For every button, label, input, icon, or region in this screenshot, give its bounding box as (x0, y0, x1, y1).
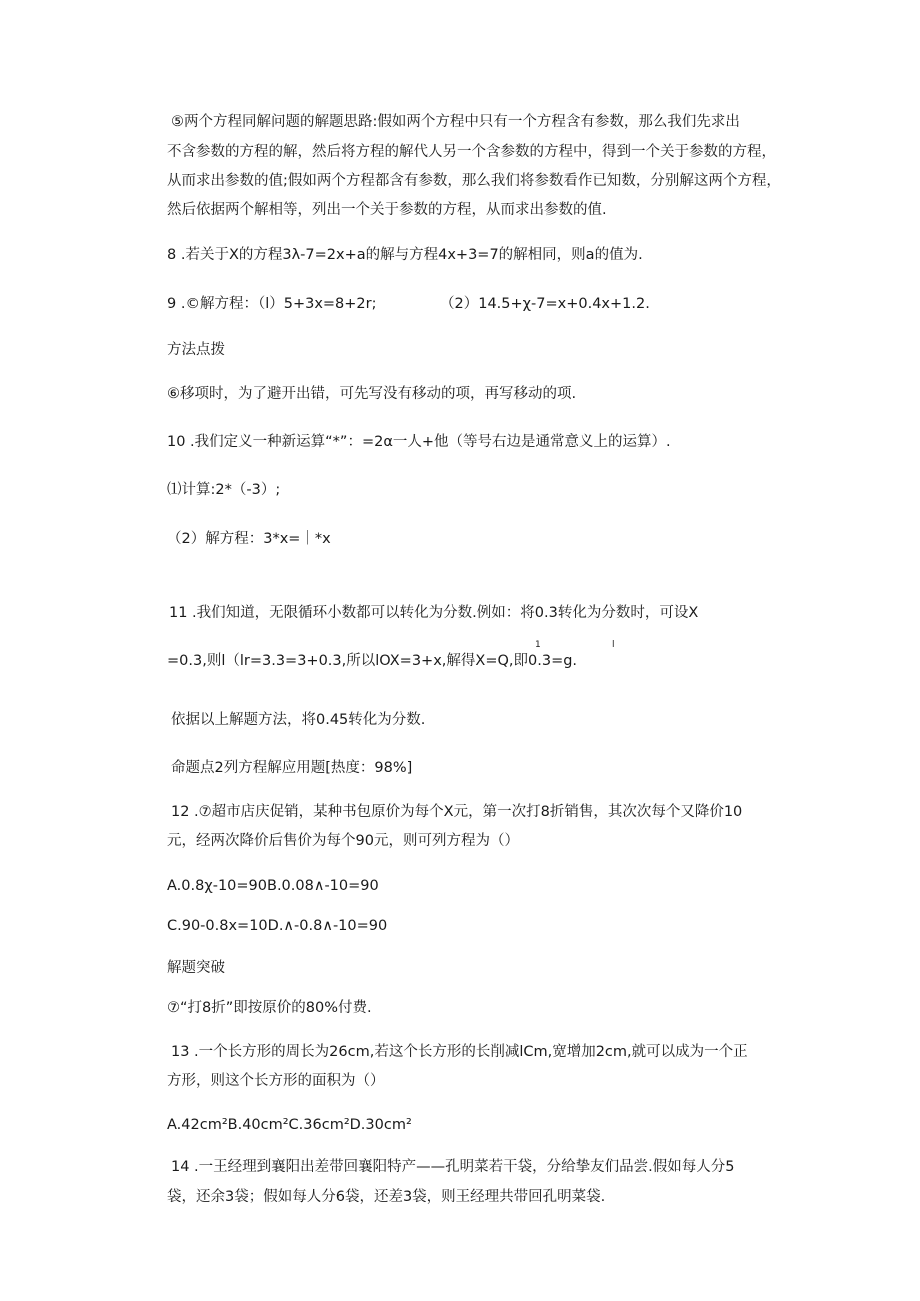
question-13-options: A.42cm²B.40cm²C.36cm²D.30cm² (167, 1117, 412, 1133)
question-9-part1: 9 .©解方程：（l）5+3x=8+2r; (167, 296, 377, 312)
question-11-task: 依据以上解题方法，将0.45转化为分数. (171, 712, 426, 728)
method-title: 方法点拨 (167, 342, 225, 358)
question-12-line1: 12 .⑦超市店庆促销，某种书包原价为每个X元，第一次打8折销售，其次次每个又降价10 (171, 804, 743, 820)
question-13-line2: 方形，则这个长方形的面积为（） (167, 1073, 385, 1089)
question-11-superscript-2: l (612, 640, 615, 650)
tip-7: ⑦“打8折”即按原价的80%付费. (167, 1000, 372, 1016)
para5-line3: 从而求出参数的值;假如两个方程都含有参数，那么我们将参数看作已知数，分别解这两个方程， (167, 173, 781, 189)
para5-line1: ⑤两个方程同解问题的解题思路:假如两个方程中只有一个方程含有参数，那么我们先求出 (171, 114, 740, 130)
breakthrough-title: 解题突破 (167, 960, 225, 976)
question-10-part2: （2）解方程：3*x=｜*x (167, 531, 331, 547)
question-10-part1: ⑴计算:2*（-3）; (167, 482, 281, 498)
topic-2-heading: 命题点2列方程解应用题[热度：98%] (171, 760, 413, 776)
question-12-options-ab: A.0.8χ-10=90B.0.08∧-10=90 (167, 878, 379, 894)
tip-6: ⑥移项时，为了避开出错，可先写没有移动的项，再写移动的项. (167, 386, 577, 402)
question-11-superscript-1: 1 (535, 640, 541, 650)
question-11-line2: =0.3,则l（lr=3.3=3+0.3,所以lOX=3+x,解得X=Q,即0.3=g. (167, 653, 578, 669)
question-8: 8 .若关于X的方程3λ-7=2x+a的解与方程4x+3=7的解相同，则a的值为. (167, 247, 643, 263)
para5-line2: 不含参数的方程的解，然后将方程的解代人另一个含参数的方程中，得到一个关于参数的方程， (167, 144, 776, 160)
question-10: 10 .我们定义一种新运算“*”：=2α一人+他（等号右边是通常意义上的运算）. (167, 434, 671, 450)
question-14-line2: 袋，还余3袋；假如每人分6袋，还差3袋，则王经理共带回孔明菜袋. (167, 1189, 606, 1205)
question-12-line2: 元，经两次降价后售价为每个90元，则可列方程为（） (167, 833, 519, 849)
question-12-options-cd: C.90-0.8x=10D.∧-0.8∧-10=90 (167, 918, 388, 934)
question-13-line1: 13 .一个长方形的周长为26cm,若这个长方形的长削减lCm,宽增加2cm,就可以成为一个正 (171, 1044, 748, 1060)
question-14-line1: 14 .一王经理到襄阳出差带回襄阳特产——孔明菜若干袋，分给挚友们品尝.假如每人分5 (171, 1159, 735, 1175)
para5-line4: 然后依据两个解相等，列出一个关于参数的方程，从而求出参数的值. (167, 202, 607, 218)
question-9-part2: （2）14.5+χ-7=x+0.4x+1.2. (440, 296, 650, 312)
question-11-line1: 11 .我们知道，无限循环小数都可以转化为分数.例如：将0.3转化为分数时，可设X (169, 605, 699, 621)
